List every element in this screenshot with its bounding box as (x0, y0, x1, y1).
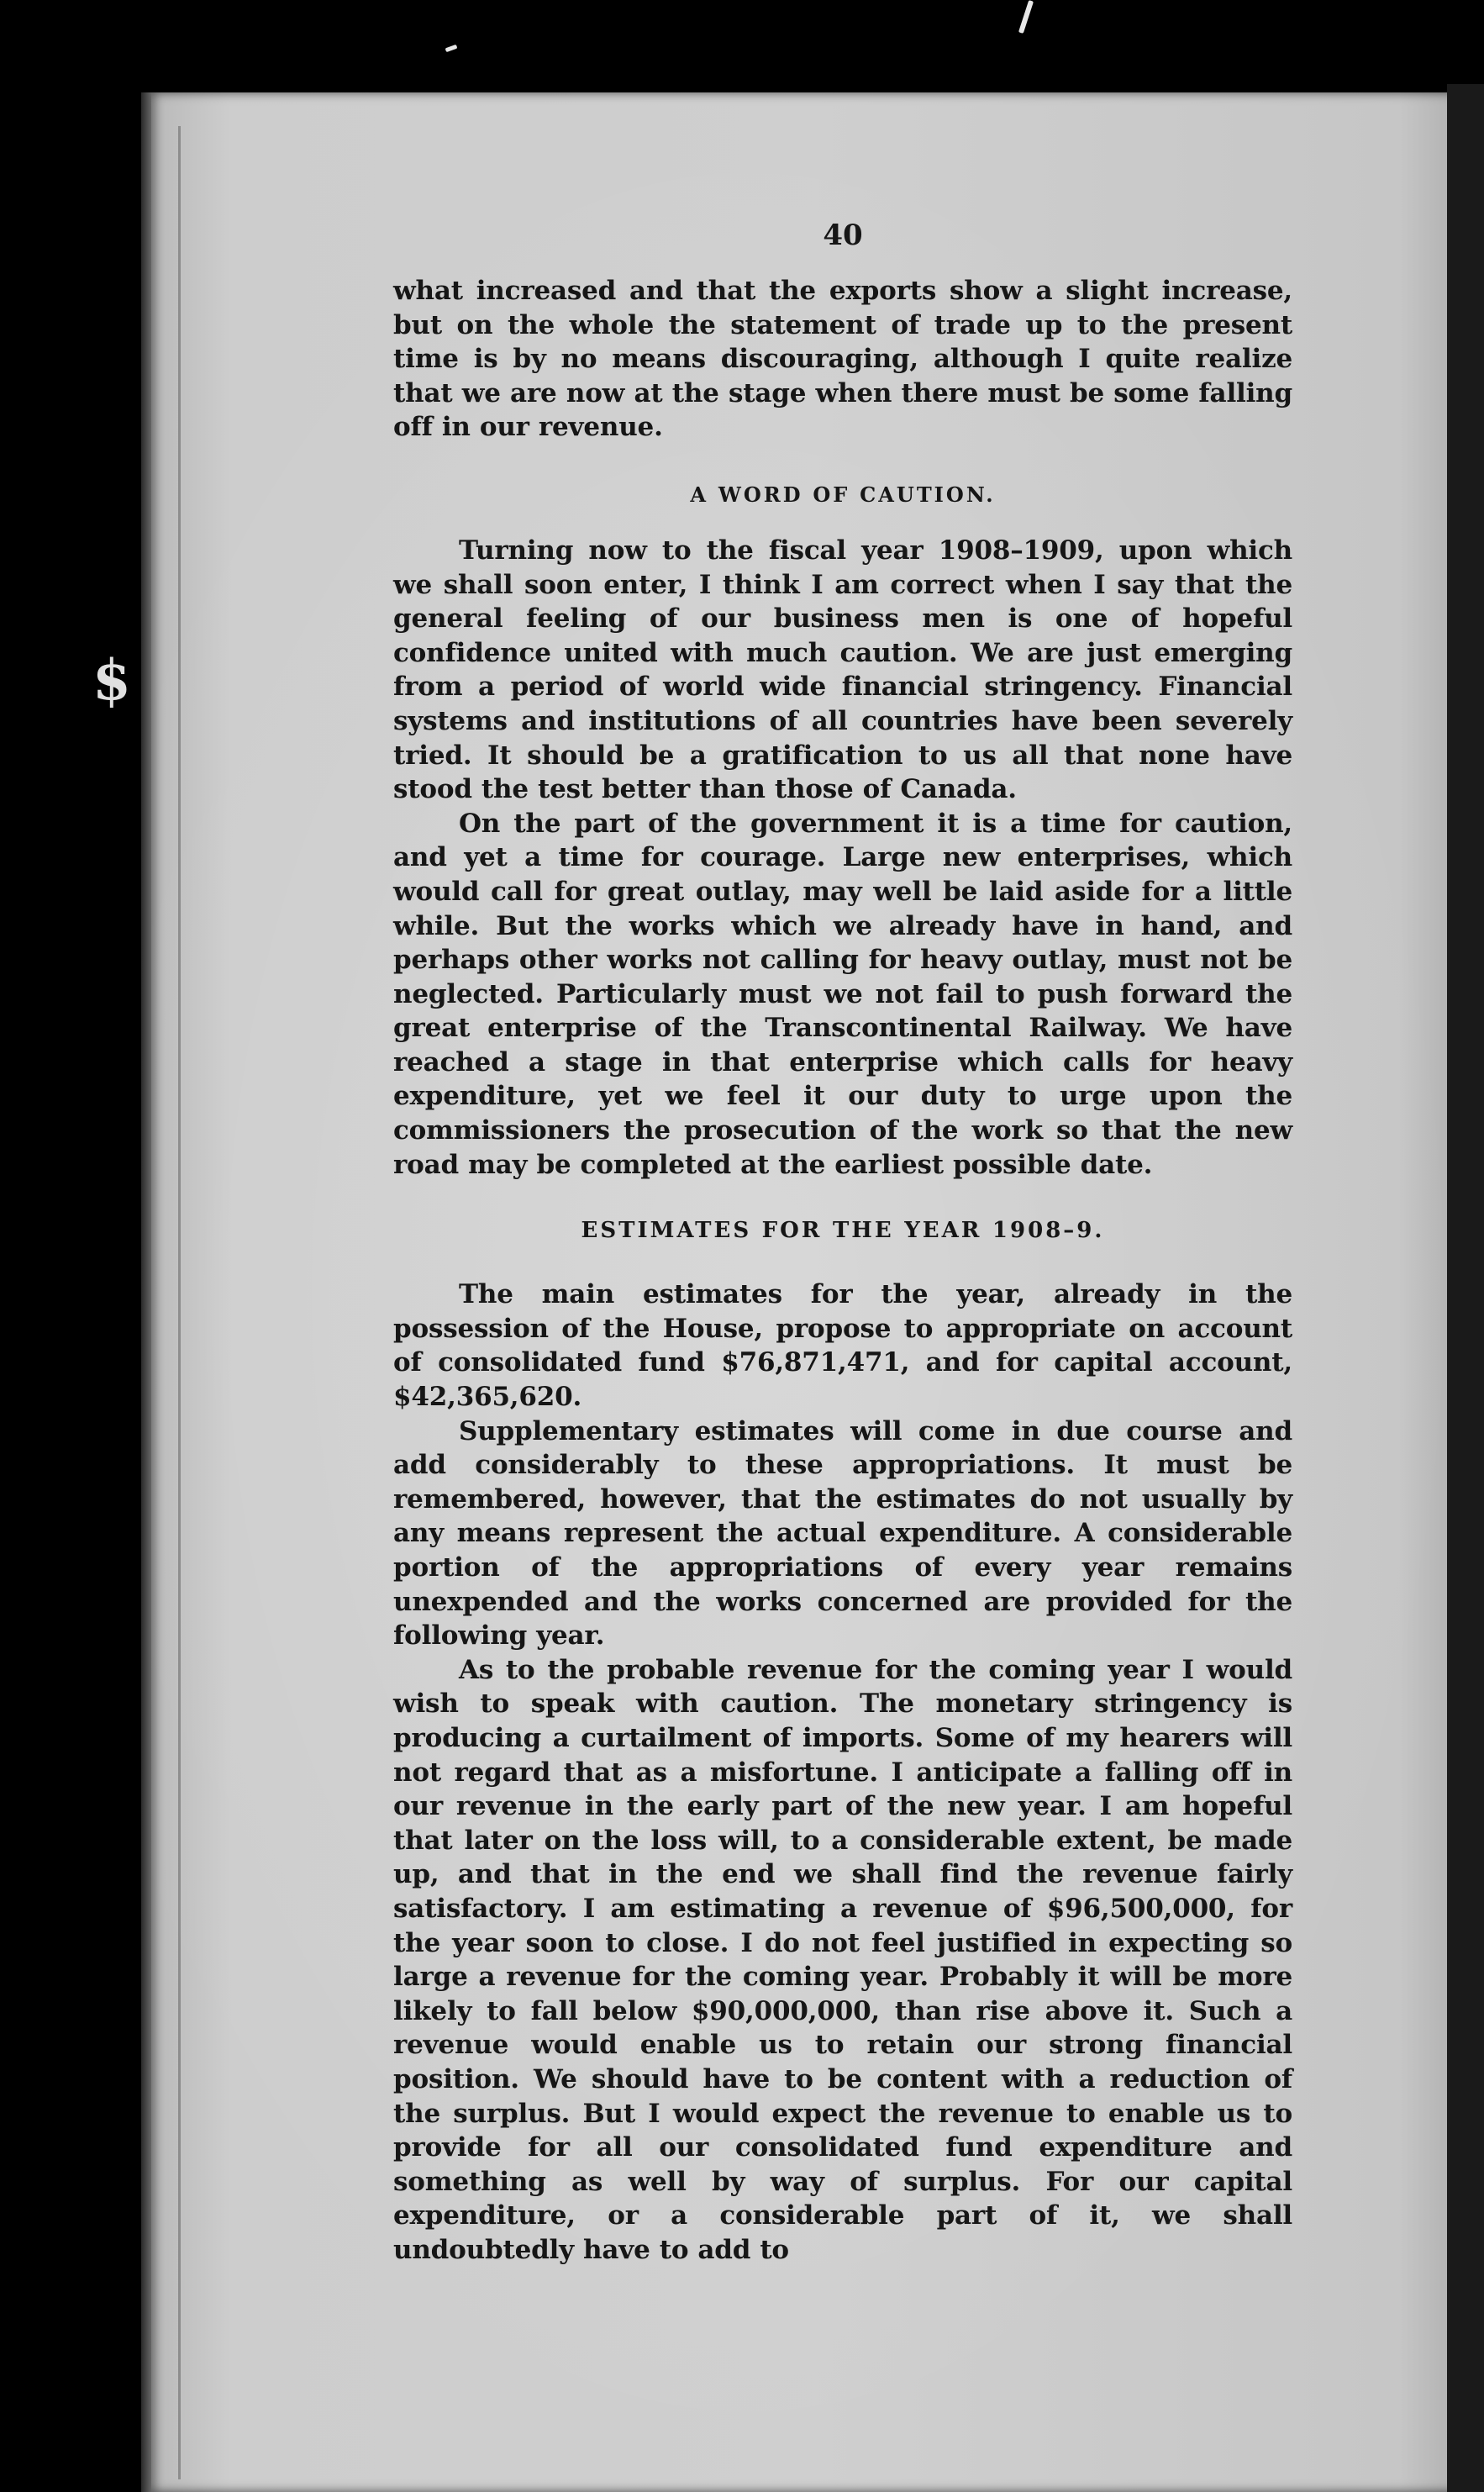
page-number: 40 (823, 219, 863, 252)
section-heading-caution: A WORD OF CAUTION. (690, 482, 996, 507)
caution-paragraph-2: On the part of the government it is a time for caution, and yet a time for courage. Large new enterprises, which would call for great outlay, may well be laid aside for a little while. But the works which we already have in hand, and perhaps other works not calling for heavy outlay, must not be neglected. Particularly must we not fail to push forward the great enterprise of the Transcontinental Railway. We have reached a stage in that enterprise which calls for heavy expenditure, yet we feel it our duty to urge upon the commissioners the prosecution of the work so that the new road may be completed at the earliest possible date. (393, 808, 1292, 1180)
estimates-paragraph-3: As to the probable revenue for the coming year I would wish to speak with caution. The monetary stringency is producing a curtailment of imports. Some of my hearers will not regard that as a misfortune. I anticipate a falling off in our revenue in the early part of the new year. I am hopeful that later on the loss will, to a considerable extent, be made up, and that in the end we shall find the revenue fairly satisfactory. I am estimating a revenue of $96,500,000, for the year soon to close. I do not feel justified in expecting so large a revenue for the coming year. Probably it will be more likely to fall below $90,000,000, than rise above it. Such a revenue would enable us to retain our strong financial position. We should have to be content with a reduction of the surplus. But I would expect the revenue to enable us to provide for all our consolidated fund expenditure and something as well by way of surplus. For our capital expenditure, or a considerable part of it, we shall undoubtedly have to add to (393, 1654, 1292, 2265)
caution-paragraph-1: Turning now to the fiscal year 1908–1909, upon which we shall soon enter, I think I am correct when I say that the general feeling of our business men is one of hopeful confidence united with much caution. We are just emerging from a period of world wide financial stringency. Financial systems and institutions of all countries have been severely tried. It should be a gratification to us all that none have stood the test better than those of Canada. (393, 535, 1292, 805)
intro-paragraph: what increased and that the exports show a slight increase, but on the whole the statement of trade up to the present time is by no means discouraging, although I quite realize that we are now at the stage when there must be some falling off in our revenue. (393, 276, 1292, 443)
page-right-edge (1447, 84, 1484, 2492)
scan-artifact (445, 45, 458, 52)
margin-mark: $ (92, 647, 131, 713)
estimates-paragraph-2: Supplementary estimates will come in due course and add considerably to these appropriations. It must be remembered, however, that the estimates do not usually by any means represent the actual expenditure. A considerable portion of the appropriations of every year remains unexpended and the works concerned are provided for the following year. (393, 1415, 1292, 1652)
document-body (393, 217, 1292, 2267)
estimates-paragraph-1: The main estimates for the year, already in the possession of the House, propose to appropriate on account of consolidated fund $76,871,471, and for capital account, $42,365,620. (393, 1279, 1292, 1413)
section-heading-estimates: ESTIMATES FOR THE YEAR 1908–9. (581, 1218, 1105, 1244)
page-fold-line (178, 126, 181, 2479)
scan-artifact (1018, 0, 1034, 34)
